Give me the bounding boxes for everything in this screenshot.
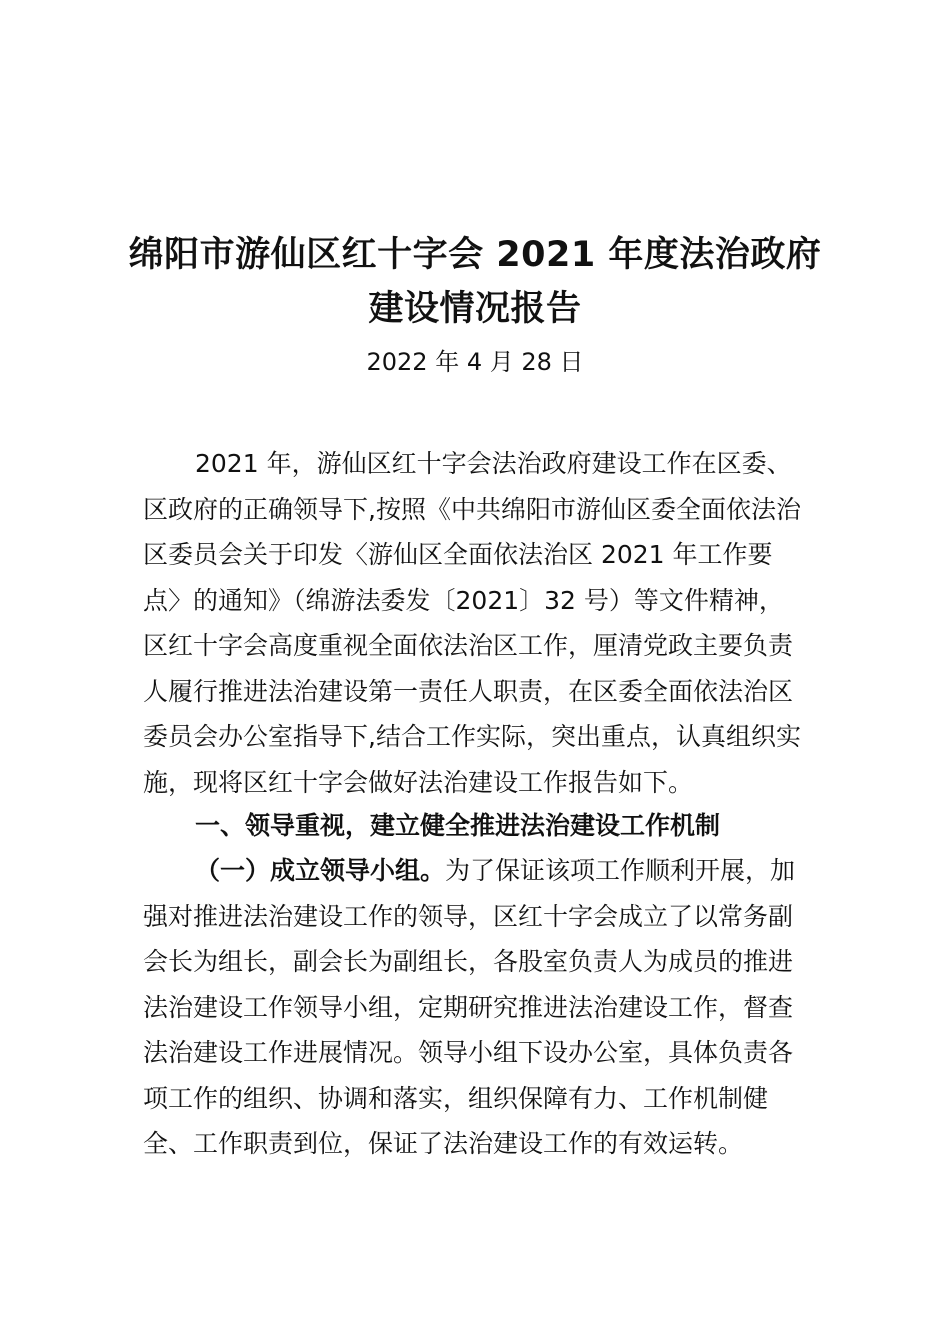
intro-paragraph-text: 2021 年，游仙区红十字会法治政府建设工作在区委、区政府的正确领导下,按照《中共绵阳市游仙区委全面依法治区委员会关于印发〈游仙区全面依法治区 2021 年工作要点〉的通知》（绵游法委发〔2021〕32 号）等文件精神，区红十字会高度重视全面依法治区工作，厘清党政主要负责人履行推进法治建设第一责任人职责，在区委全面依法治区委员会办公室指导下,结合工作实际，突出重点，认真组织实施，现将区红十字会做好法治建设工作报告如下。 bbox=[143, 449, 801, 797]
title-line-1: 绵阳市游仙区红十字会 2021 年度法治政府 bbox=[128, 235, 822, 275]
intro-paragraph bbox=[143, 441, 808, 805]
subsection-lead: （一）成立领导小组。 bbox=[195, 856, 446, 885]
subsection-paragraph-text bbox=[143, 848, 808, 1167]
subsection-body: 为了保证该项工作顺利开展，加强对推进法治建设工作的领导，区红十字会成立了以常务副会长为组长，副会长为副组长，各股室负责人为成员的推进法治建设工作领导小组，定期研究推进法治建设工作，督查法治建设工作进展情况。领导小组下设办公室，具体负责各项工作的组织、协调和落实，组织保障有力、工作机制健全、工作职责到位，保证了法治建设工作的有效运转。 bbox=[143, 856, 796, 1158]
section-heading bbox=[143, 803, 808, 849]
document-date: 2022 年 4 月 28 日 bbox=[366, 348, 584, 376]
document-title bbox=[0, 228, 950, 336]
subsection-paragraph bbox=[143, 848, 808, 1167]
title-line-2: 建设情况报告 bbox=[368, 289, 582, 329]
section-heading-text: 一、领导重视，建立健全推进法治建设工作机制 bbox=[195, 811, 721, 840]
